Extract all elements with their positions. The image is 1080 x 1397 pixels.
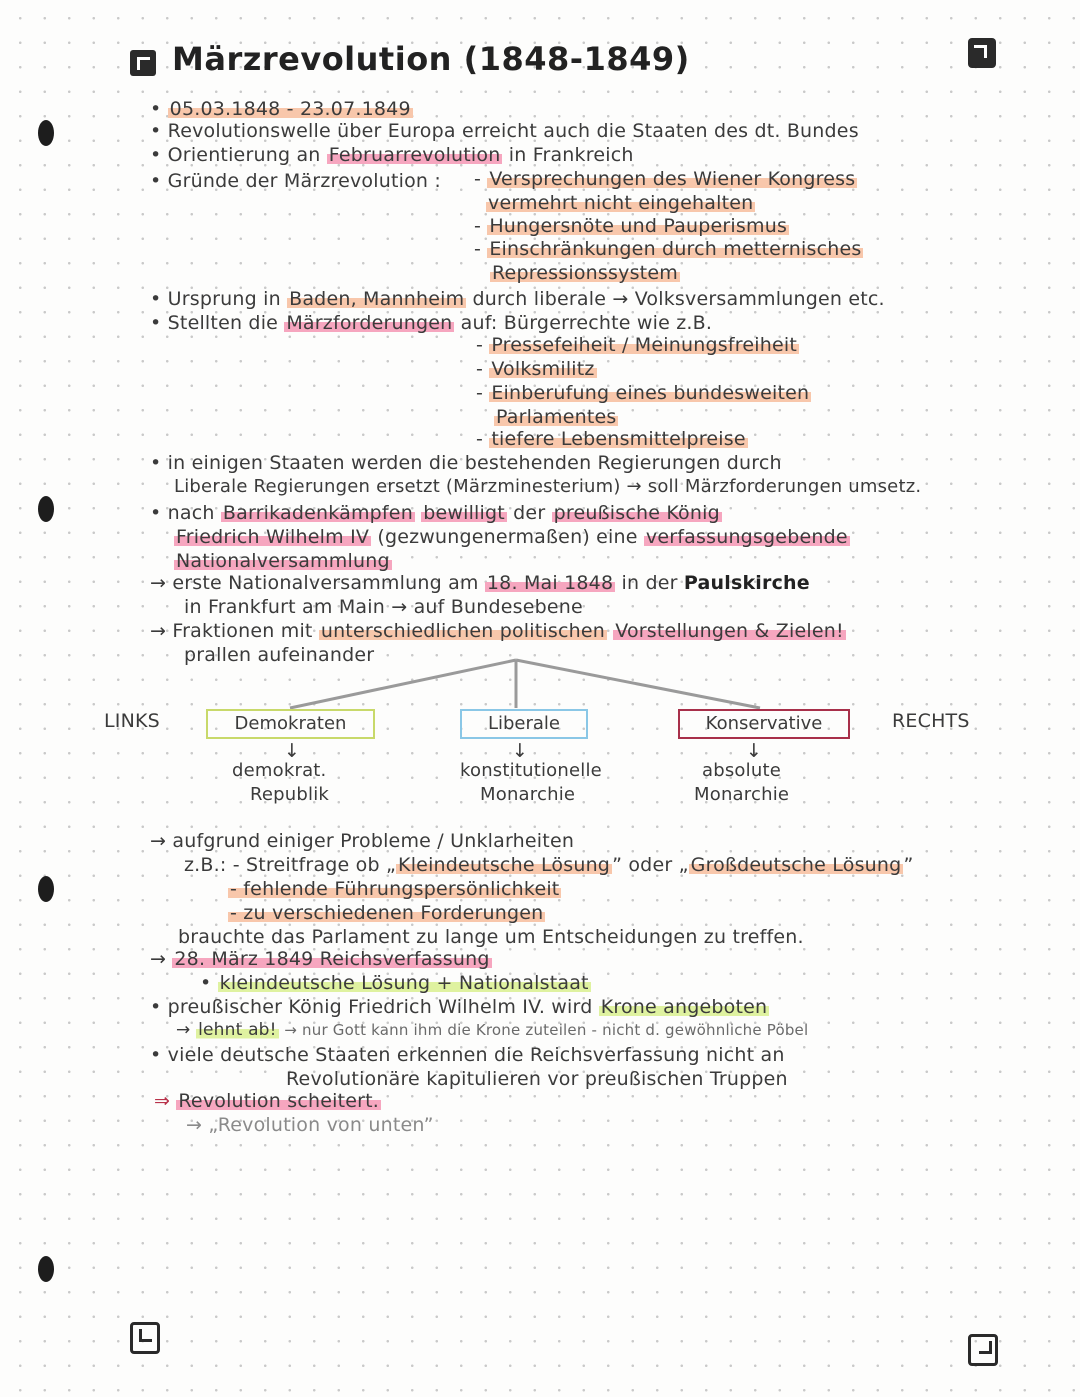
problems-line-5: brauchte das Parlament zu lange um Entscheidungen zu treffen. xyxy=(178,926,804,948)
constitution-sub-text: kleindeutsche Lösung + Nationalstaat xyxy=(219,972,589,994)
problems-mid: ” oder „ xyxy=(612,854,689,876)
constituent: verfassungsgebende xyxy=(645,526,848,548)
dash: - xyxy=(474,238,482,260)
intro-post: in Frankreich xyxy=(508,144,634,166)
factions-hl2: Vorstellungen & Zielen! xyxy=(615,620,844,642)
reason-text: vermehrt nicht eingehalten xyxy=(488,192,754,214)
assembly-text-2: in Frankfurt am Main → auf Bundesebene xyxy=(184,596,583,618)
ministry-text-1: in einigen Staaten werden die bestehenden Regierungen durch xyxy=(167,452,782,474)
right-label: RECHTS xyxy=(892,710,970,732)
faction-democrats: Demokraten xyxy=(206,709,375,739)
arrow: → xyxy=(150,948,167,970)
ministry-text-2: Liberale Regierungen ersetzt (Märzminesterium) → soll Märzforderungen umsetz. xyxy=(174,476,922,497)
problems-post: ” xyxy=(903,854,914,876)
prussia-mid2: (gezwungenermaßen) eine xyxy=(377,526,638,548)
page-title: Märzrevolution (1848-1849) xyxy=(172,40,690,78)
dash: - xyxy=(474,215,482,237)
dash: - xyxy=(476,358,484,380)
arrow-down-icon: ↓ xyxy=(284,740,301,762)
intro-line-1: • Revolutionswelle über Europa erreicht auch die Staaten des dt. Bundes xyxy=(150,120,859,142)
liberals-goal-1: konstitutionelle xyxy=(460,760,602,781)
revolution-fails: Revolution scheitert. xyxy=(178,1090,380,1112)
problems-line-1: → aufgrund einiger Probleme / Unklarheiten xyxy=(150,830,575,852)
origin-line: • Ursprung in Baden, Mannheim durch liberale → Volksversammlungen etc. xyxy=(150,288,885,310)
paulskirche: Paulskirche xyxy=(683,572,810,594)
states-line-1: • viele deutsche Staaten erkennen die Reichsverfassung nicht an xyxy=(150,1044,785,1066)
february-revolution: Februarrevolution xyxy=(328,144,501,166)
reasons-label-text: Gründe der Märzrevolution : xyxy=(167,170,441,192)
democrats-goal-1: demokrat. xyxy=(232,760,327,781)
origin-pre: Ursprung in xyxy=(167,288,281,310)
origin-place: Baden, Mannheim xyxy=(289,288,465,310)
greater-german-solution: Großdeutsche Lösung xyxy=(690,854,902,876)
approved: bewilligt xyxy=(423,502,505,524)
demands-pre: Stellten die xyxy=(167,312,279,334)
friedrich-wilhelm: Friedrich Wilhelm IV xyxy=(176,526,370,548)
prussia-line-1: • nach Barrikadenkämpfen bewilligt der preußische König xyxy=(150,502,720,524)
intro-pre: Orientierung an xyxy=(167,144,321,166)
crown-offered: Krone angeboten xyxy=(600,996,768,1018)
arrow-down-icon: ↓ xyxy=(746,740,763,762)
constitution-date: 28. März 1849 Reichsverfassung xyxy=(174,948,490,970)
missing-leader: - fehlende Führungspersönlichkeit xyxy=(230,878,560,900)
demands-line: • Stellten die Märzforderungen auf: Bürgerrechte wie z.B. xyxy=(150,312,713,334)
demand-text: Einberufung eines bundesweiten xyxy=(491,382,810,404)
small-german-solution: Kleindeutsche Lösung xyxy=(398,854,611,876)
conservatives-goal-1: absolute xyxy=(702,760,781,781)
result-line: ⇒ Revolution scheitert. xyxy=(154,1090,380,1112)
ministry-line-1: • in einigen Staaten werden die bestehenden Regierungen durch xyxy=(150,452,782,474)
demand-text: tiefere Lebensmittelpreise xyxy=(491,428,746,450)
constitution-sub: • kleindeutsche Lösung + Nationalstaat xyxy=(200,972,589,994)
crown-pre: preußischer König Friedrich Wilhelm IV. wird xyxy=(167,996,593,1018)
prussian-king: preußische König xyxy=(553,502,720,524)
problems-pre: z.B.: - Streitfrage ob „ xyxy=(184,854,397,876)
demand-text: Pressefeiheit / Meinungsfreiheit xyxy=(491,334,797,356)
origin-post: durch liberale → Volksversammlungen etc. xyxy=(472,288,885,310)
faction-liberals: Liberale xyxy=(460,709,588,739)
date-range-text: 05.03.1848 - 23.07.1849 xyxy=(169,98,411,120)
states-text-1: viele deutsche Staaten erkennen die Reichsverfassung nicht an xyxy=(167,1044,785,1066)
crown-reason: → nur Gott kann ihm die Krone zuteilen - nicht d. gewöhnliche Pöbel xyxy=(284,1021,809,1039)
faction-conservatives: Konservative xyxy=(678,709,850,739)
conservatives-goal-2: Monarchie xyxy=(694,784,790,805)
reasons-label: • Gründe der Märzrevolution : xyxy=(150,170,441,192)
factions-text-2: prallen aufeinander xyxy=(184,644,375,666)
declines: lehnt ab! xyxy=(198,1020,277,1040)
national-assembly: Nationalversammlung xyxy=(176,550,390,572)
demands-post: auf: Bürgerrechte wie z.B. xyxy=(460,312,713,334)
reason-text: Versprechungen des Wiener Kongress xyxy=(489,168,856,190)
prussia-mid: der xyxy=(513,502,546,524)
dash: - xyxy=(476,428,484,450)
problems-line-3 xyxy=(228,878,561,900)
dash: - xyxy=(476,334,484,356)
crown-line-2: → lehnt ab! → nur Gott kann ihm die Krone zuteilen - nicht d. gewöhnliche Pöbel xyxy=(176,1020,809,1040)
factions-pre: → Fraktionen mit xyxy=(150,620,313,642)
intro-text: Revolutionswelle über Europa erreicht auch die Staaten des dt. Bundes xyxy=(167,120,859,142)
prussia-pre: nach xyxy=(167,502,215,524)
barricade-fights: Barrikadenkämpfen xyxy=(222,502,413,524)
factions-hl: unterschiedlichen politischen xyxy=(320,620,605,642)
reason-text: Einschränkungen durch metternisches xyxy=(489,238,862,260)
date-range: • 05.03.1848 - 23.07.1849 xyxy=(150,98,411,120)
march-demands: Märzforderungen xyxy=(286,312,453,334)
states-line-2: Revolutionäre kapitulieren vor preußischen Truppen xyxy=(286,1068,788,1090)
intro-line-2: • Orientierung an Februarrevolution in Frankreich xyxy=(150,144,634,166)
problems-line-4 xyxy=(228,902,545,924)
assembly-pre: → erste Nationalversammlung am xyxy=(150,572,479,594)
crown-line-1: • preußischer König Friedrich Wilhelm IV. wird Krone angeboten xyxy=(150,996,768,1018)
demand-text: Parlamentes xyxy=(496,406,617,428)
reason-text: Hungersnöte und Pauperismus xyxy=(489,215,788,237)
assembly-date: 18. Mai 1848 xyxy=(486,572,614,594)
democrats-goal-2: Republik xyxy=(250,784,330,805)
reason-text: Repressionssystem xyxy=(492,262,678,284)
liberals-goal-2: Monarchie xyxy=(480,784,576,805)
constitution-line xyxy=(150,948,492,970)
different-demands: - zu verschiedenen Forderungen xyxy=(230,902,544,924)
result-sub: → „Revolution von unten” xyxy=(186,1114,434,1136)
problems-line-2 xyxy=(184,854,913,876)
arrow-down-icon: ↓ xyxy=(512,740,529,762)
dash: - xyxy=(476,382,484,404)
assembly-mid: in der xyxy=(621,572,678,594)
demand-text: Volksmilitz xyxy=(491,358,595,380)
left-label: LINKS xyxy=(104,710,160,732)
dash: - xyxy=(474,168,482,190)
